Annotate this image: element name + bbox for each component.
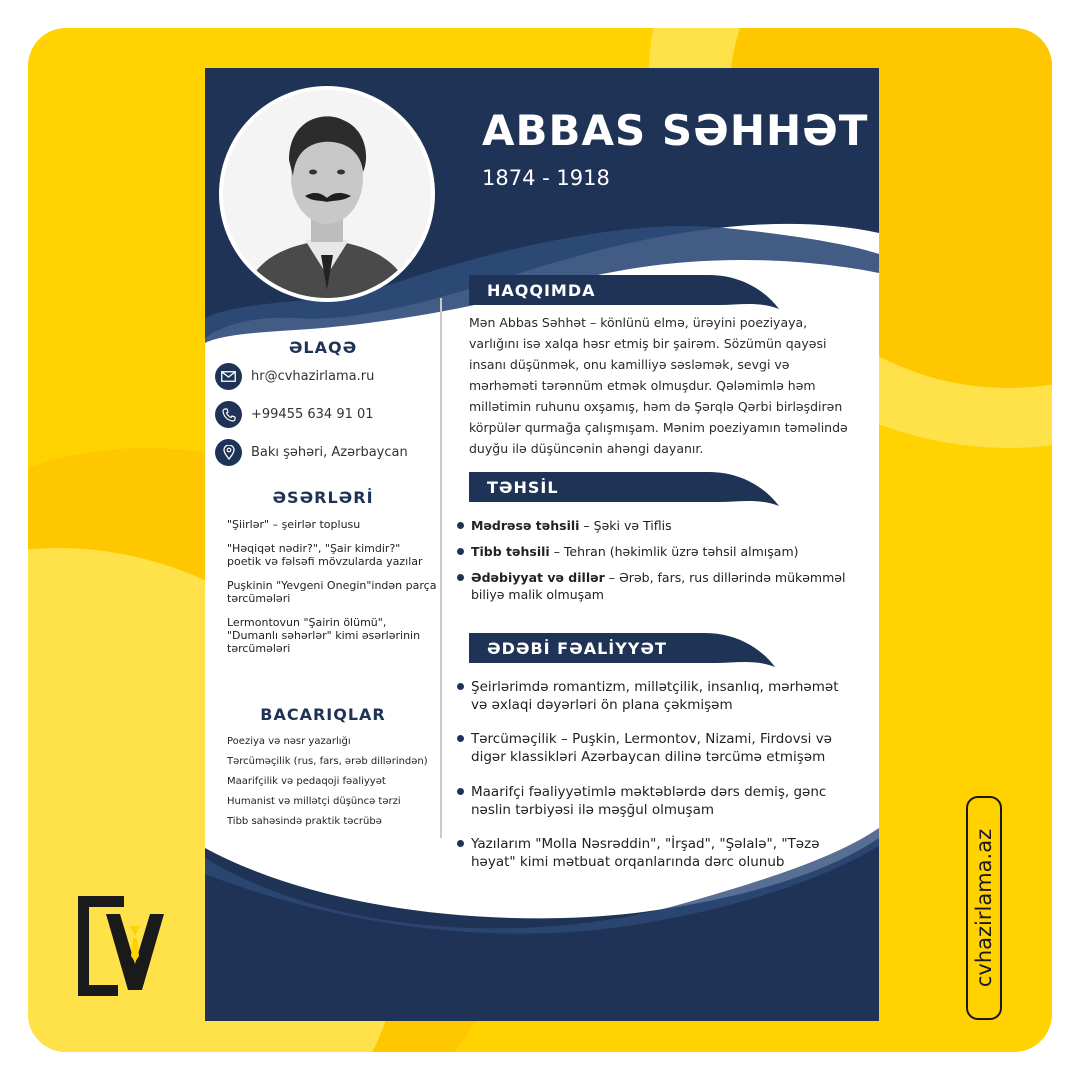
education-heading: TƏHSİL (487, 478, 559, 497)
about-heading: HAQQIMDA (487, 281, 596, 300)
phone-icon (215, 401, 242, 428)
education-item-title: Mədrəsə təhsili (471, 518, 580, 533)
contact-phone[interactable]: +99455 634 91 01 (251, 407, 374, 422)
activity-item-text: Şeirlərimdə romantizm, millətçilik, insanlıq, mərhəmət və əxlaqi dəyərləri ön plana çəkmişəm (471, 679, 839, 713)
education-item-detail: – Şəki və Tiflis (579, 518, 672, 533)
works-item: "Həqiqət nədir?", "Şair kimdir?" poetik və fəlsəfi mövzularda yazılar (227, 542, 423, 568)
education-item (457, 543, 857, 560)
skills-heading: BACARIQLAR (260, 705, 386, 724)
life-years: 1874 - 1918 (482, 166, 610, 190)
education-item-title: Ədəbiyyat və dillər (471, 570, 605, 585)
works-list (227, 518, 437, 666)
contact-address-row (215, 439, 408, 466)
education-section-header (469, 472, 779, 502)
works-item: Lermontovun "Şairin ölümü", "Dumanlı səhərlər" kimi əsərlərinin tərcümələri (227, 616, 421, 655)
activity-item (457, 678, 857, 714)
contact-heading: ƏLAQƏ (288, 338, 358, 357)
bullet-icon (457, 788, 464, 795)
contact-email[interactable]: hr@cvhazirlama.ru (251, 369, 375, 384)
bullet-icon (457, 683, 464, 690)
activity-item-text: Maarifçi fəaliyyətimlə məktəblərdə dərs demiş, gənc nəslin tərbiyəsi ilə məşğul olmuşam (471, 784, 827, 818)
contact-email-row (215, 363, 374, 390)
activity-item (457, 783, 857, 819)
bullet-icon (457, 735, 464, 742)
bullet-icon (457, 548, 464, 555)
works-item: Puşkinin "Yevgeni Onegin"indən parça tərcümələri (227, 579, 437, 605)
education-item-title: Tibb təhsili (471, 544, 550, 559)
skills-item: Poeziya və nəsr yazarlığı (227, 736, 351, 747)
location-icon (215, 439, 242, 466)
person-name: ABBAS SƏHHƏT (482, 106, 869, 155)
contact-phone-row (215, 401, 374, 428)
website-badge[interactable] (966, 796, 1002, 1020)
website-text[interactable]: cvhazirlama.az (972, 828, 996, 988)
bullet-icon (457, 522, 464, 529)
activity-section-header (469, 633, 775, 663)
about-section-header (469, 275, 779, 305)
cv-logo-icon (78, 896, 164, 1001)
bullet-icon (457, 574, 464, 581)
resume-page (205, 68, 879, 1021)
column-divider (440, 298, 442, 838)
contact-address: Bakı şəhəri, Azərbaycan (251, 445, 408, 460)
skills-list (227, 736, 439, 836)
activity-item-text: Tərcüməçilik – Puşkin, Lermontov, Nizami, Firdovsi və digər klassikləri Azərbaycan dilinə tərcümə etmişəm (471, 731, 832, 765)
education-item (457, 569, 857, 603)
works-heading: ƏSƏRLƏRİ (272, 488, 374, 507)
about-text: Mən Abbas Səhhət – könlünü elmə, ürəyini poeziyaya, varlığını isə xalqa həsr etmiş bir şairəm. Sözümün qayəsi insanı düşünmək, onu kamilliyə səsləmək, sevgi və mərhəməti tərənnüm etmək olmuşdur. Qələmimlə həm millətimin ruhunu oxşamış, həm də Şərqlə Qərbi birləşdirən körpülər qurmağa çalışmışam. Mənim poeziyamın təməlində duyğu ilə düşüncənin ahəngi dayanır. (469, 315, 848, 456)
skills-item: Humanist və millətçi düşüncə tərzi (227, 796, 401, 807)
skills-item: Tibb sahəsində praktik təcrübə (227, 816, 382, 827)
bullet-icon (457, 840, 464, 847)
skills-item: Tərcüməçilik (rus, fars, ərəb dillərindən) (227, 756, 428, 767)
activity-item (457, 730, 857, 766)
education-item-detail: – Ərəb, fars, rus dillərində mükəmməl biliyə malik olmuşam (471, 570, 846, 602)
activity-item-text: Yazılarım "Molla Nəsrəddin", "İrşad", "Şəlalə", "Təzə həyat" kimi mətbuat orqanlarında dərc olunub (471, 836, 820, 870)
activity-heading: ƏDƏBİ FƏALİYYƏT (487, 639, 667, 658)
works-item: "Şiirlər" – şeirlər toplusu (227, 518, 361, 531)
education-item-detail: – Tehran (həkimlik üzrə təhsil almışam) (549, 544, 799, 559)
email-icon (215, 363, 242, 390)
portrait-photo (219, 86, 435, 302)
activity-item (457, 835, 857, 871)
education-item (457, 517, 857, 534)
skills-item: Maarifçilik və pedaqoji fəaliyyət (227, 776, 386, 787)
